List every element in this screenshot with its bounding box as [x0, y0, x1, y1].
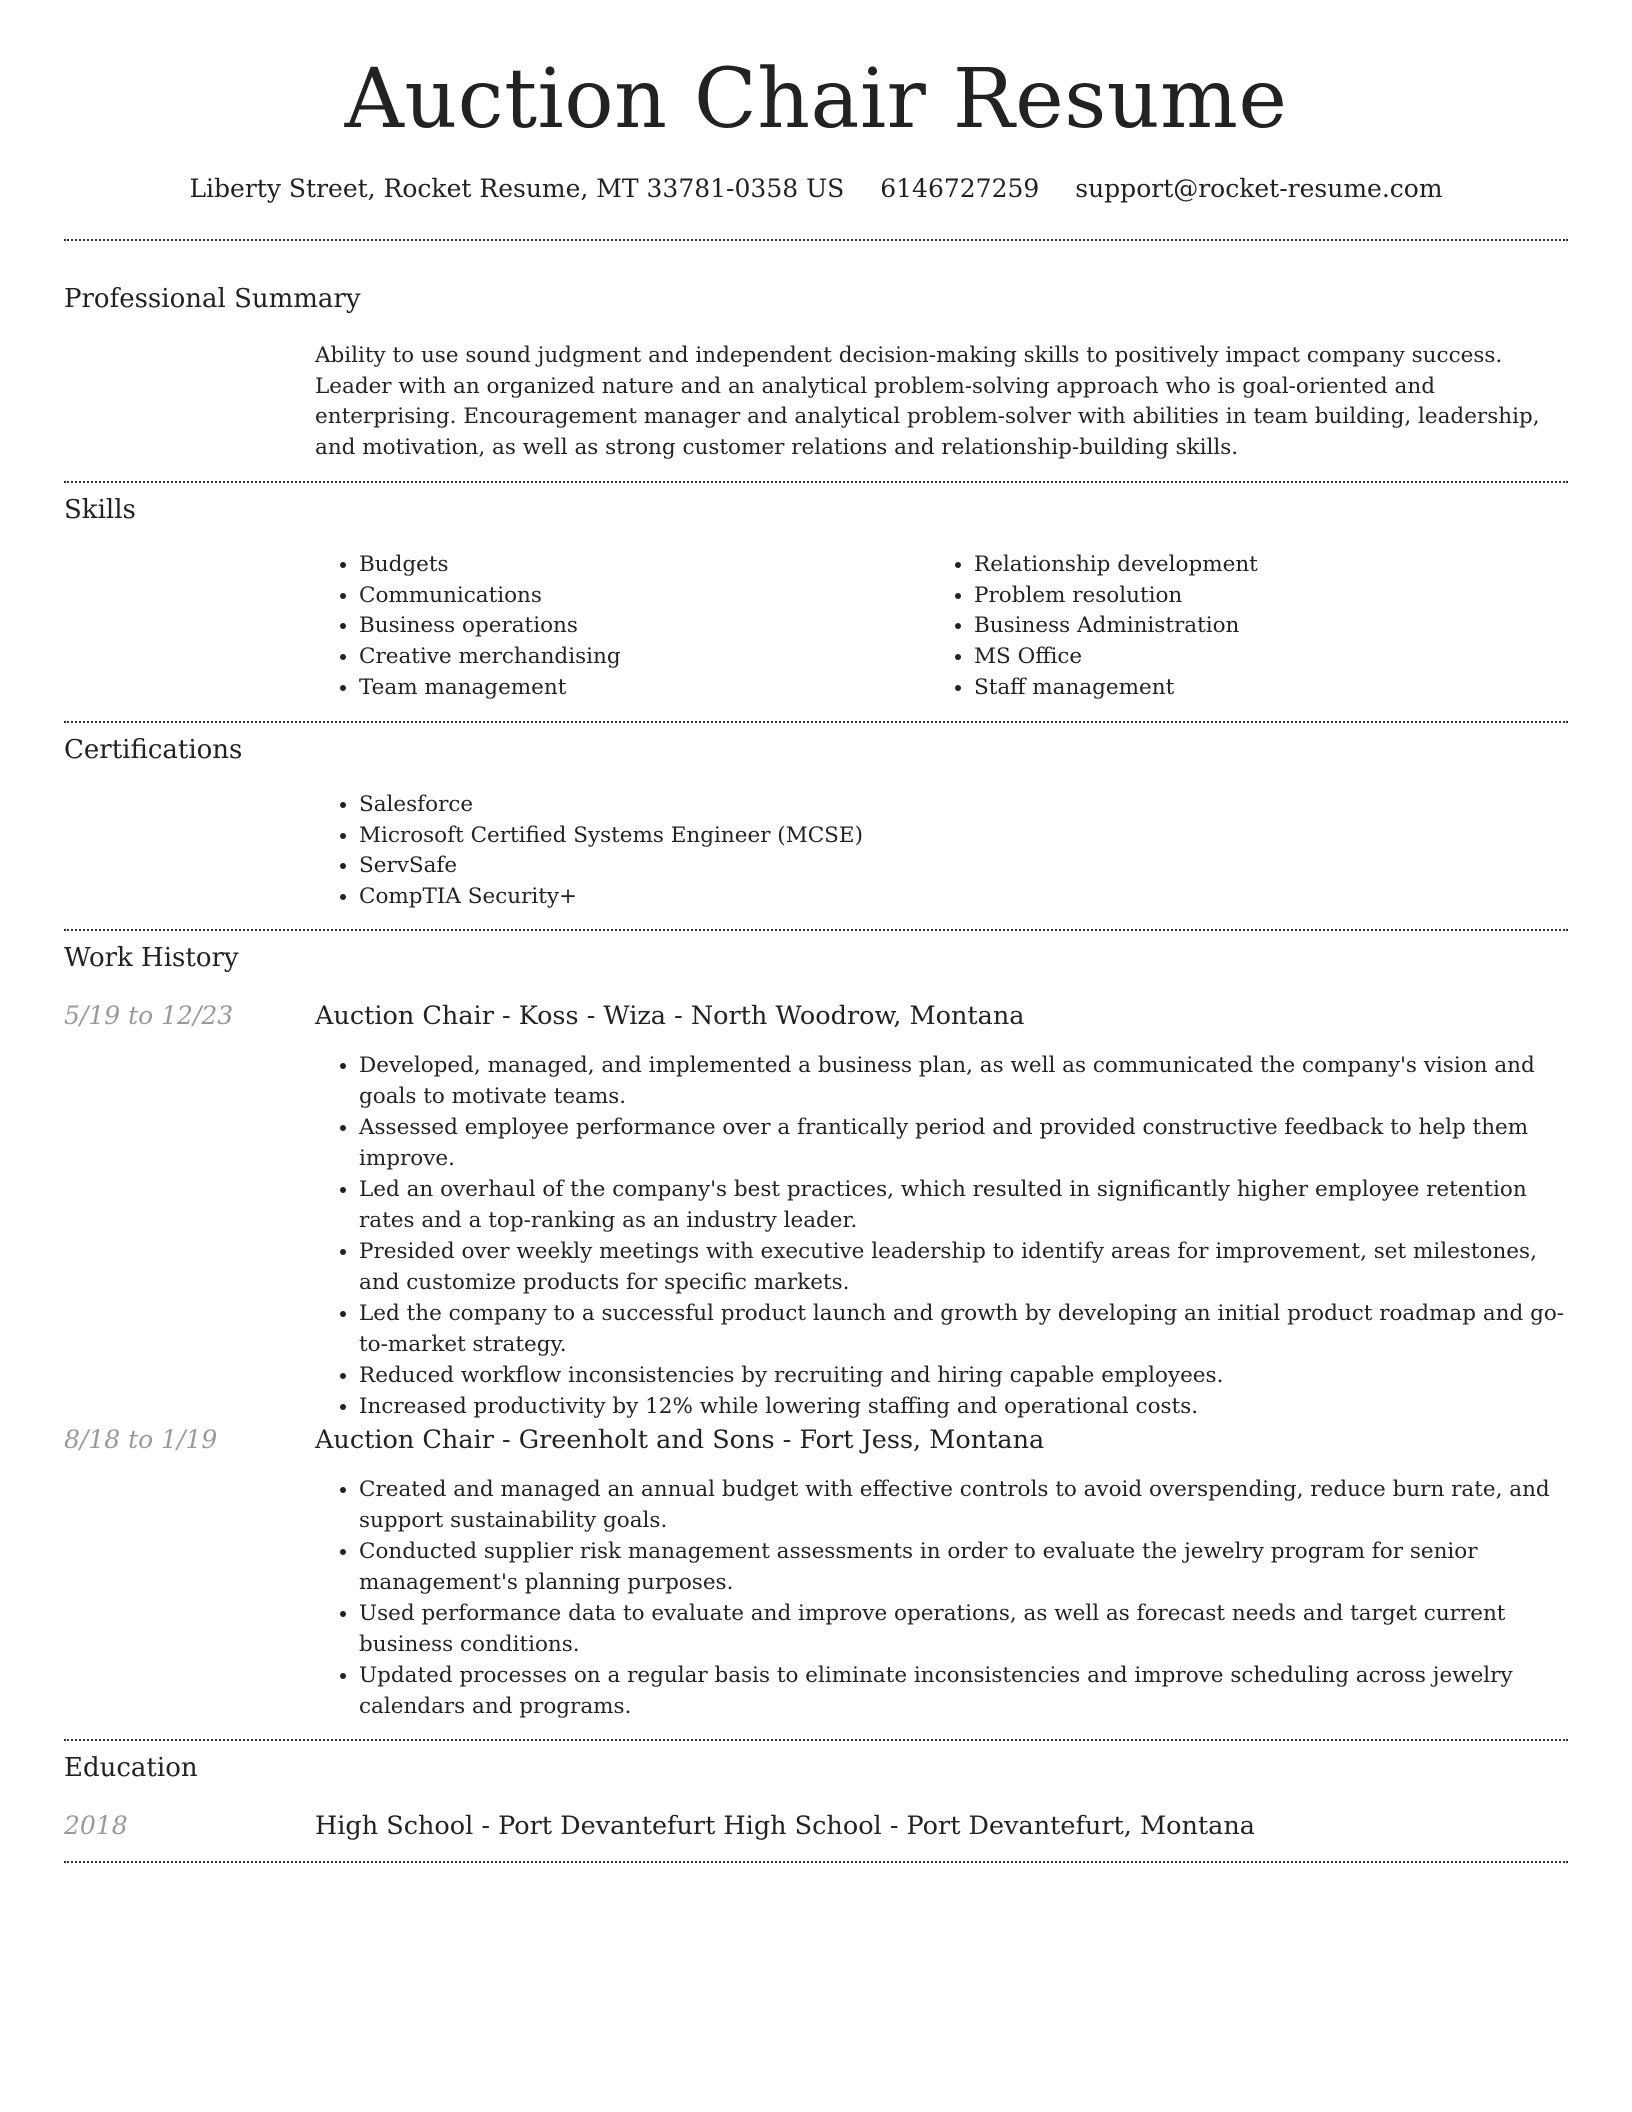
certification-item: • CompTIA Security+: [359, 882, 1565, 913]
skill-item: • Budgets: [359, 550, 915, 581]
job-bullet: • Reduced workflow inconsistencies by recruiting and hiring capable employees.: [359, 1360, 1565, 1391]
skill-item: • Relationship development: [974, 550, 1560, 581]
education-entry: High School - Port Devantefurt High School - Port Devantefurt, Montana: [315, 1811, 1255, 1841]
certification-item: • Microsoft Certified Systems Engineer (MCSE): [359, 821, 1565, 852]
skills-list-left: [315, 550, 915, 704]
job-title: Auction Chair - Greenholt and Sons - Fort Jess, Montana: [315, 1425, 1045, 1455]
job-dates: 8/18 to 1/19: [64, 1425, 218, 1454]
email: support@rocket-resume.com: [1075, 174, 1443, 203]
job-bullet: • Created and managed an annual budget with effective controls to avoid overspending, reduce burn rate, and support sustainability goals.: [359, 1474, 1565, 1536]
phone: 6146727259: [880, 174, 1040, 203]
divider: [64, 1739, 1568, 1741]
skill-item: • Communications: [359, 581, 915, 612]
skill-item: • Business operations: [359, 611, 915, 642]
divider: [64, 239, 1568, 241]
skill-item: • Staff management: [974, 673, 1560, 704]
skills-heading: Skills: [64, 495, 136, 525]
certifications-list: [315, 790, 1565, 913]
address: Liberty Street, Rocket Resume, MT 33781-0358 US: [189, 174, 845, 203]
job-bullet: • Updated processes on a regular basis to eliminate inconsistencies and improve scheduling across jewelry calendars and programs.: [359, 1660, 1565, 1722]
job-bullet: • Presided over weekly meetings with executive leadership to identify areas for improvement, set milestones, and customize products for specific markets.: [359, 1236, 1565, 1298]
job-bullet: • Assessed employee performance over a frantically period and provided constructive feedback to help them improve.: [359, 1112, 1565, 1174]
certifications-heading: Certifications: [64, 735, 243, 765]
job-bullets: [315, 1474, 1565, 1722]
job-bullet: • Conducted supplier risk management assessments in order to evaluate the jewelry program for senior management's planning purposes.: [359, 1536, 1565, 1598]
job-dates: 5/19 to 12/23: [64, 1001, 234, 1030]
certification-item: • ServSafe: [359, 851, 1565, 882]
job-bullet: • Increased productivity by 12% while lowering staffing and operational costs.: [359, 1391, 1565, 1422]
divider: [64, 1861, 1568, 1863]
job-bullet: • Used performance data to evaluate and improve operations, as well as forecast needs and target current business conditions.: [359, 1598, 1565, 1660]
skill-item: • Problem resolution: [974, 581, 1560, 612]
job-bullet: • Developed, managed, and implemented a business plan, as well as communicated the company's vision and goals to motivate teams.: [359, 1050, 1565, 1112]
certification-item: • Salesforce: [359, 790, 1565, 821]
skill-item: • Team management: [359, 673, 915, 704]
skill-item: • Creative merchandising: [359, 642, 915, 673]
education-year: 2018: [64, 1811, 128, 1840]
job-title: Auction Chair - Koss - Wiza - North Woodrow, Montana: [315, 1001, 1025, 1031]
divider: [64, 481, 1568, 483]
education-heading: Education: [64, 1753, 198, 1783]
job-bullet: • Led the company to a successful product launch and growth by developing an initial product roadmap and go-to-market strategy.: [359, 1298, 1565, 1360]
contact-line: [0, 172, 1632, 206]
skill-item: • MS Office: [974, 642, 1560, 673]
skills-list-right: [930, 550, 1560, 704]
resume-name: Auction Chair Resume: [344, 52, 1288, 147]
summary-heading: Professional Summary: [64, 284, 361, 314]
summary-text: Ability to use sound judgment and independent decision-making skills to positively impact company success. Leader with an organized nature and an analytical problem-solving approach who is goal-oriented and enterprising. Encouragement manager and analytical problem-solver with abilities in team building, leadership, and motivation, as well as strong customer relations and relationship-building skills.: [315, 343, 1540, 460]
job-bullet: • Led an overhaul of the company's best practices, which resulted in significantly higher employee retention rates and a top-ranking as an industry leader.: [359, 1174, 1565, 1236]
job-bullets: [315, 1050, 1565, 1422]
skill-item: • Business Administration: [974, 611, 1560, 642]
work-history-heading: Work History: [64, 943, 239, 973]
divider: [64, 929, 1568, 931]
divider: [64, 721, 1568, 723]
